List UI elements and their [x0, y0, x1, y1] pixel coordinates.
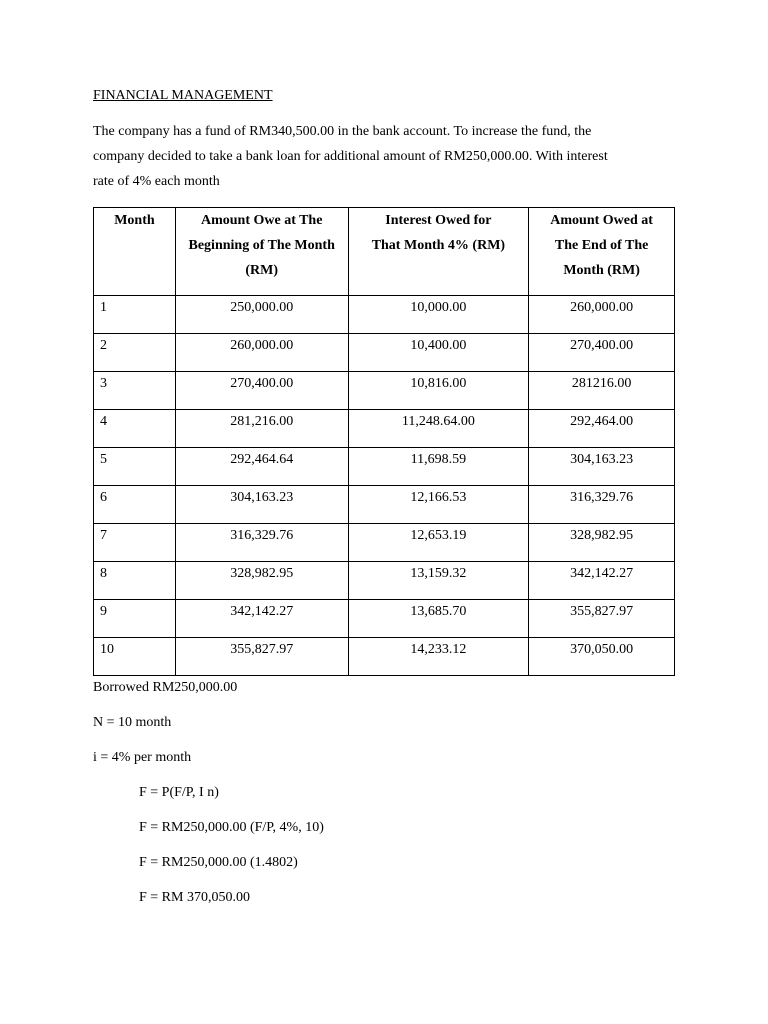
intro-line: The company has a fund of RM340,500.00 in the bank account. To increase the fund, the — [93, 124, 592, 139]
table-header-row — [94, 208, 675, 296]
cell-month: 10 — [94, 638, 176, 676]
intro-line: company decided to take a bank loan for additional amount of RM250,000.00. With interest — [93, 149, 608, 164]
header-amount-beginning-label: Amount Owe at The Beginning of The Month (RM) — [188, 213, 335, 278]
rate-line: i = 4% per month — [93, 750, 192, 765]
cell-amount-end: 355,827.97 — [529, 600, 675, 638]
cell-amount-beginning: 250,000.00 — [175, 296, 348, 334]
cell-amount-beginning: 270,400.00 — [175, 372, 348, 410]
cell-amount-end: 281216.00 — [529, 372, 675, 410]
cell-interest: 14,233.12 — [348, 638, 529, 676]
calculation-notes — [93, 678, 324, 923]
cell-interest: 12,166.53 — [348, 486, 529, 524]
cell-interest: 13,159.32 — [348, 562, 529, 600]
cell-interest: 13,685.70 — [348, 600, 529, 638]
table-row — [94, 296, 675, 334]
table-row — [94, 600, 675, 638]
header-amount-end — [529, 208, 675, 296]
header-amount-beginning — [175, 208, 348, 296]
table-row — [94, 638, 675, 676]
table-row — [94, 372, 675, 410]
cell-month: 6 — [94, 486, 176, 524]
cell-amount-beginning: 342,142.27 — [175, 600, 348, 638]
cell-month: 4 — [94, 410, 176, 448]
page-heading: FINANCIAL MANAGEMENT — [93, 88, 273, 103]
cell-interest: 10,400.00 — [348, 334, 529, 372]
cell-interest: 10,000.00 — [348, 296, 529, 334]
table-row — [94, 486, 675, 524]
formula-line: F = P(F/P, I n) — [139, 785, 219, 800]
cell-amount-end: 328,982.95 — [529, 524, 675, 562]
intro-line: rate of 4% each month — [93, 174, 220, 189]
cell-amount-end: 342,142.27 — [529, 562, 675, 600]
borrowed-line: Borrowed RM250,000.00 — [93, 680, 238, 695]
table-row — [94, 334, 675, 372]
cell-interest: 10,816.00 — [348, 372, 529, 410]
cell-amount-end: 370,050.00 — [529, 638, 675, 676]
cell-amount-beginning: 316,329.76 — [175, 524, 348, 562]
cell-interest: 11,248.64.00 — [348, 410, 529, 448]
intro-paragraph — [93, 119, 683, 194]
cell-amount-beginning: 355,827.97 — [175, 638, 348, 676]
cell-amount-end: 260,000.00 — [529, 296, 675, 334]
period-line: N = 10 month — [93, 715, 172, 730]
cell-amount-beginning: 304,163.23 — [175, 486, 348, 524]
cell-amount-beginning: 281,216.00 — [175, 410, 348, 448]
cell-interest: 12,653.19 — [348, 524, 529, 562]
loan-table — [93, 207, 675, 676]
table-row — [94, 562, 675, 600]
header-interest-label: Interest Owed for That Month 4% (RM) — [371, 213, 506, 253]
formula-line: F = RM250,000.00 (1.4802) — [139, 855, 298, 870]
cell-amount-end: 270,400.00 — [529, 334, 675, 372]
table-row — [94, 448, 675, 486]
table-row — [94, 524, 675, 562]
cell-month: 1 — [94, 296, 176, 334]
cell-month: 8 — [94, 562, 176, 600]
cell-month: 2 — [94, 334, 176, 372]
cell-interest: 11,698.59 — [348, 448, 529, 486]
table-row — [94, 410, 675, 448]
cell-amount-beginning: 292,464.64 — [175, 448, 348, 486]
formula-result-line: F = RM 370,050.00 — [139, 890, 250, 905]
cell-month: 9 — [94, 600, 176, 638]
cell-month: 3 — [94, 372, 176, 410]
cell-amount-beginning: 260,000.00 — [175, 334, 348, 372]
cell-month: 7 — [94, 524, 176, 562]
header-interest — [348, 208, 529, 296]
cell-amount-end: 292,464.00 — [529, 410, 675, 448]
cell-month: 5 — [94, 448, 176, 486]
header-amount-end-label: Amount Owed at The End of The Month (RM) — [550, 213, 653, 278]
cell-amount-end: 304,163.23 — [529, 448, 675, 486]
cell-amount-end: 316,329.76 — [529, 486, 675, 524]
formula-line: F = RM250,000.00 (F/P, 4%, 10) — [139, 820, 324, 835]
header-month: Month — [94, 208, 176, 296]
cell-amount-beginning: 328,982.95 — [175, 562, 348, 600]
